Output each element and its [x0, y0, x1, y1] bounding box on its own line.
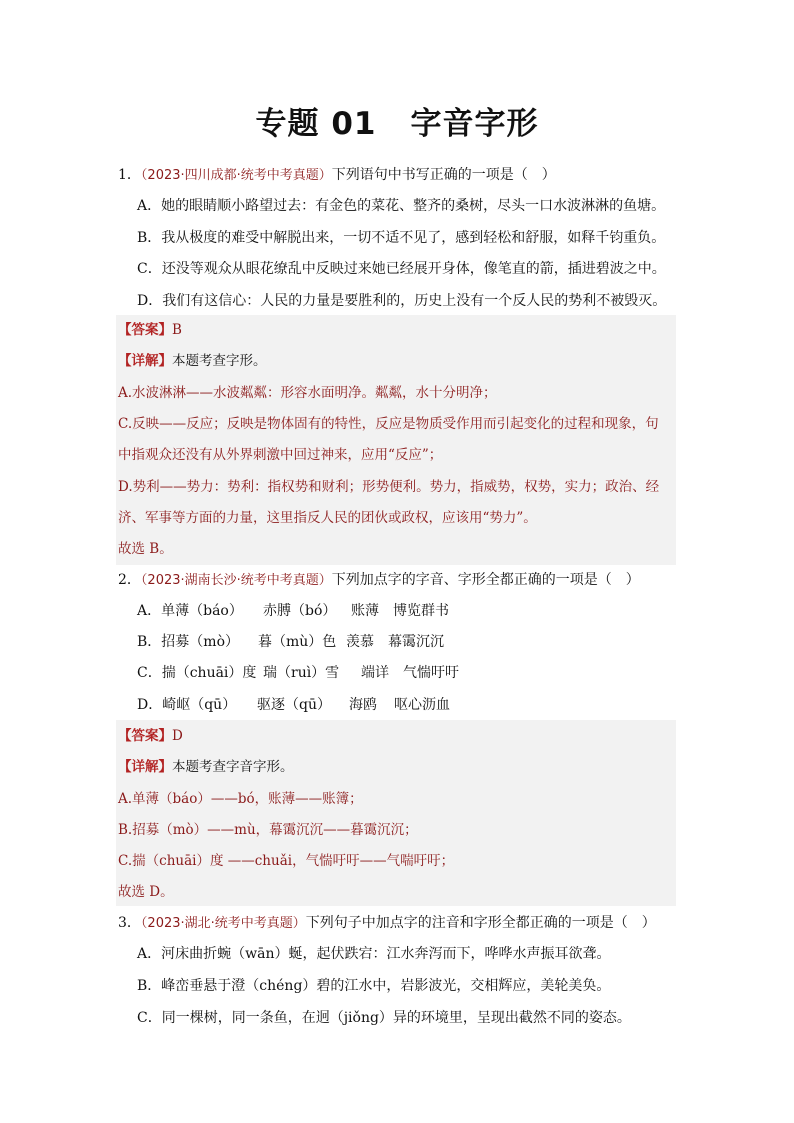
option-c: C．同一棵树，同一条鱼，在迥（jiǒng）异的环境里，呈现出截然不同的姿态。 — [137, 1010, 631, 1026]
answer-block-1 — [116, 315, 676, 565]
option-a: A．她的眼睛顺小路望过去：有金色的菜花、整齐的桑树，尽头一口水波淋淋的鱼塘。 — [137, 198, 666, 214]
option-a: A．单薄（báo） 赤膊（bó） 账薄 博览群书 — [137, 603, 449, 619]
question-1 — [118, 165, 678, 186]
option-a: A．河床曲折蜿（wān）蜒，起伏跌宕：江水奔泻而下，哗哗水声振耳欲聋。 — [137, 946, 611, 962]
detail-text: C.揣（chuāi）度 ——chuǎi，气惴吁吁——气喘吁吁； — [118, 853, 455, 869]
page-title — [0, 98, 794, 143]
answer-value: B — [172, 322, 182, 338]
answer-line: 【答案】D — [118, 728, 183, 744]
title-number: 专题 01 — [255, 106, 377, 142]
answer-line: 【答案】B — [118, 322, 182, 338]
option-b: B．我从极度的难受中解脱出来，一切不适不见了，感到轻松和舒服，如释千钧重负。 — [137, 230, 666, 246]
question-stem: 下列加点字的字音、字形全都正确的一项是（ ） — [331, 572, 640, 588]
option-b: B．招募（mò） 暮（mù）色 羡慕 幕霭沉沉 — [137, 634, 444, 650]
option-c: C．还没等观众从眼花缭乱中反映过来她已经展开身体，像笔直的箭，插进碧波之中。 — [137, 261, 666, 277]
question-number: 3． — [118, 915, 141, 931]
question-source: （2023·湖南长沙·统考中考真题） — [140, 573, 332, 588]
title-text: 字音字形 — [410, 106, 539, 142]
option-d: D．崎岖（qū） 驱逐（qū） 海鸥 呕心沥血 — [137, 697, 450, 713]
detail-text: C.反映——反应；反映是物体固有的特性，反应是物质受作用而引起变化的过程和现象，句 — [118, 416, 659, 432]
conclusion: 故选 B。 — [118, 541, 173, 557]
detail-text: 济、军事等方面的力量，这里指反人民的团伙或政权，应该用“势力”。 — [118, 510, 537, 526]
detail-text: 中指观众还没有从外界刺激中回过神来，应用“反应”； — [118, 447, 443, 463]
answer-block-2 — [116, 720, 676, 906]
question-stem: 下列句子中加点字的注音和字形全都正确的一项是（ ） — [305, 915, 656, 931]
option-b: B．峰峦垂悬于澄（chéng）碧的江水中，岩影波光，交相辉应，美轮美奂。 — [137, 978, 611, 994]
conclusion: 故选 D。 — [118, 884, 174, 900]
option-c: C．揣（chuāi）度 瑞（ruì）雪 端详 气惴吁吁 — [137, 665, 459, 681]
question-2 — [118, 570, 678, 591]
detail-text: A.单薄（báo）——bó，账薄——账簿； — [118, 791, 363, 807]
detail-line: 【详解】本题考查字形。 — [118, 353, 267, 369]
detail-text: B.招募（mò）——mù，幕霭沉沉——暮霭沉沉； — [118, 822, 418, 838]
option-d: D．我们有这信心：人民的力量是要胜利的，历史上没有一个反人民的势利不被毁灭。 — [137, 293, 667, 309]
question-3 — [118, 913, 678, 934]
detail-text: D.势利——势力：势利：指权势和财利；形势便利。势力，指威势，权势，实力；政治、经 — [118, 479, 660, 495]
answer-value: D — [172, 728, 183, 744]
question-source: （2023·四川成都·统考中考真题） — [140, 168, 332, 183]
detail-line: 【详解】本题考查字音字形。 — [118, 759, 294, 775]
question-number: 1． — [118, 167, 141, 183]
detail-text: A.水波淋淋——水波粼粼：形容水面明净。粼粼，水十分明净； — [118, 385, 497, 401]
question-source: （2023·湖北·统考中考真题） — [140, 916, 306, 931]
question-stem: 下列语句中书写正确的一项是（ ） — [331, 167, 556, 183]
question-number: 2． — [118, 572, 141, 588]
